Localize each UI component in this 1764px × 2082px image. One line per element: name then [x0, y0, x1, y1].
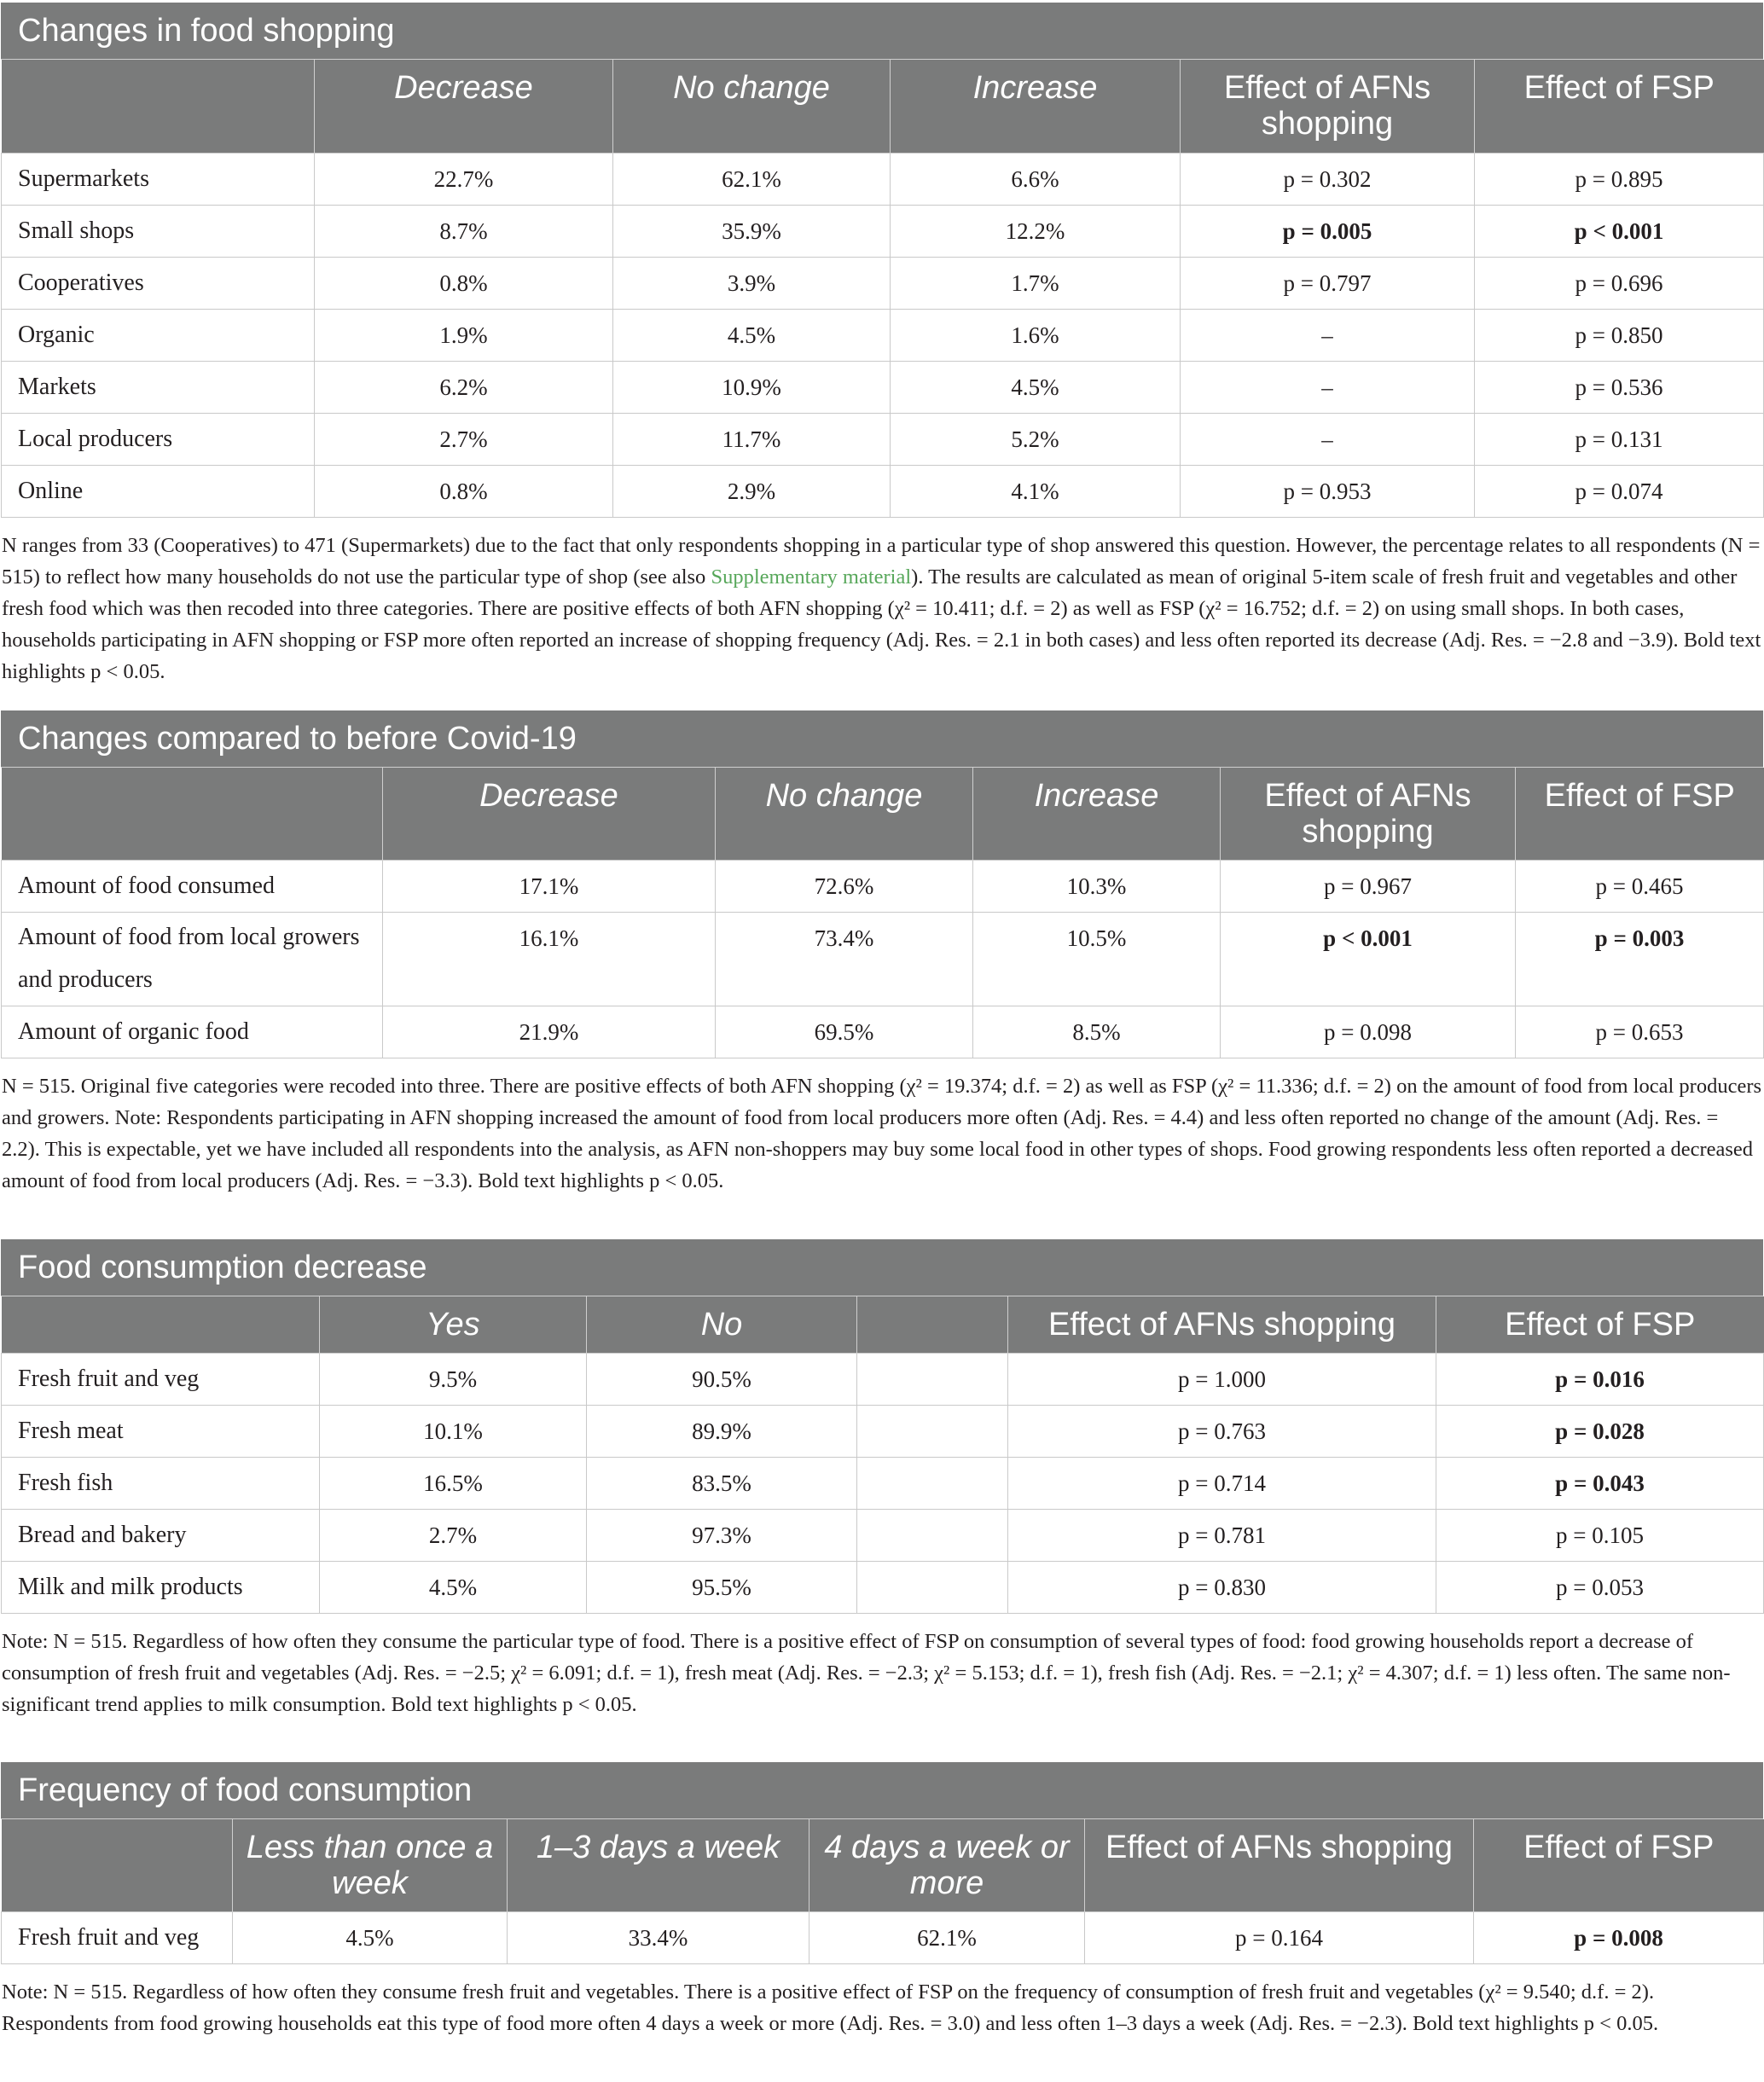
- cell: 22.7%: [315, 153, 613, 205]
- row-label: Fresh fruit and veg: [2, 1353, 320, 1405]
- cell: 4.1%: [891, 465, 1181, 517]
- cell-significant: p = 0.008: [1474, 1912, 1764, 1964]
- header-less-than-once: Less than once a week: [233, 1819, 508, 1912]
- cell: 12.2%: [891, 205, 1181, 257]
- row-label: Fresh meat: [2, 1405, 320, 1457]
- header-no-change: No change: [716, 768, 973, 861]
- header-effect-afns: Effect of AFNs shopping: [1085, 1819, 1474, 1912]
- cell: [857, 1353, 1008, 1405]
- cell: p = 0.850: [1475, 309, 1764, 361]
- row-label: Local producers: [2, 413, 315, 465]
- cell: p = 0.953: [1181, 465, 1475, 517]
- cell: 16.1%: [383, 913, 716, 1006]
- cell: 2.7%: [315, 413, 613, 465]
- note-text: N ranges from 33 (Cooperatives) to 471 (Supermarkets) due to the fact that only respondents shopping in a particular type of shop answered this question. However, the percentage relates to all respondents (N = 515) to reflect how many households do not use the particular type of shop (see also: [2, 533, 1761, 589]
- cell: 2.7%: [320, 1509, 587, 1561]
- cell: p = 0.131: [1475, 413, 1764, 465]
- cell: 83.5%: [587, 1457, 857, 1509]
- cell: [857, 1509, 1008, 1561]
- cell: 4.5%: [233, 1912, 508, 1964]
- row-label: Fresh fruit and veg: [2, 1912, 233, 1964]
- cell: 62.1%: [809, 1912, 1085, 1964]
- header-effect-afns: Effect of AFNs shopping: [1008, 1296, 1436, 1353]
- table-row: [2, 1353, 1764, 1405]
- cell: p = 0.164: [1085, 1912, 1474, 1964]
- cell: p = 0.105: [1436, 1509, 1764, 1561]
- cell-significant: p < 0.001: [1221, 913, 1516, 1006]
- table-note: Note: N = 515. Regardless of how often they consume the particular type of food. There is a positive effect of FSP on consumption of several types of food: food growing households report a decrease of consumption of fresh fruit and vegetables (Adj. Res. = −2.5; χ² = 6.091; d.f. = 1), fresh meat (Adj. Res. = −2.3; χ² = 5.153; d.f. = 1), fresh fish (Adj. Res. = −2.1; χ² = 4.307; d.f. = 1) less often. The same non-significant trend applies to milk consumption. Bold text highlights p < 0.05.: [2, 1629, 1731, 1716]
- cell: 97.3%: [587, 1509, 857, 1561]
- row-label: Amount of food from local growers and producers: [2, 913, 383, 1006]
- row-label: Online: [2, 465, 315, 517]
- table-section-consumption-frequency: [1, 1762, 1763, 2040]
- cell: p = 0.696: [1475, 257, 1764, 309]
- cell: 9.5%: [320, 1353, 587, 1405]
- row-label: Markets: [2, 361, 315, 413]
- row-label: Amount of food consumed: [2, 861, 383, 913]
- table-row: [2, 309, 1764, 361]
- cell-significant: p = 0.028: [1436, 1405, 1764, 1457]
- cell: 11.7%: [613, 413, 891, 465]
- cell: 4.5%: [613, 309, 891, 361]
- cell-significant: p = 0.003: [1516, 913, 1764, 1006]
- cell: 2.9%: [613, 465, 891, 517]
- cell-significant: p = 0.043: [1436, 1457, 1764, 1509]
- cell: 16.5%: [320, 1457, 587, 1509]
- cell: –: [1181, 309, 1475, 361]
- cell: 10.9%: [613, 361, 891, 413]
- cell: 35.9%: [613, 205, 891, 257]
- cell: 0.8%: [315, 465, 613, 517]
- header-effect-fsp: Effect of FSP: [1436, 1296, 1764, 1353]
- row-label: Bread and bakery: [2, 1509, 320, 1561]
- cell: –: [1181, 361, 1475, 413]
- cell: p = 0.895: [1475, 153, 1764, 205]
- header-4-days-or-more: 4 days a week or more: [809, 1819, 1085, 1912]
- cell: p = 0.302: [1181, 153, 1475, 205]
- header-row: [2, 60, 1764, 153]
- cell: 0.8%: [315, 257, 613, 309]
- header-row: [2, 1296, 1764, 1353]
- table-row: [2, 153, 1764, 205]
- cell: 21.9%: [383, 1006, 716, 1058]
- cell: 17.1%: [383, 861, 716, 913]
- cell: 89.9%: [587, 1405, 857, 1457]
- cell-significant: p < 0.001: [1475, 205, 1764, 257]
- table-row: [2, 913, 1764, 1006]
- header-row: [2, 1819, 1764, 1912]
- section-title: Food consumption decrease: [1, 1239, 1763, 1296]
- data-table: [1, 1296, 1764, 1614]
- cell: 4.5%: [320, 1561, 587, 1613]
- cell: [857, 1405, 1008, 1457]
- supplementary-material-link[interactable]: Supplementary material: [711, 565, 912, 589]
- row-label: Supermarkets: [2, 153, 315, 205]
- row-label: Small shops: [2, 205, 315, 257]
- data-table: [1, 1819, 1764, 1965]
- header-label: [2, 60, 315, 153]
- note-text: ). The results are calculated as mean of original 5-item scale of fresh fruit and vegetables and other fresh food which was then recoded into three categories. There are positive effects of both AFN shopping (χ² = 10.411; d.f. = 2) as well as FSP (χ² = 16.752; d.f. = 2) on using small shops. In both cases, households participating in AFN shopping or FSP more often reported an increase of shopping frequency (Adj. Res. = 2.1 in both cases) and less often reported its decrease (Adj. Res. = −2.8 and −3.9). Bold text highlights p < 0.05.: [2, 565, 1761, 683]
- cell: [857, 1457, 1008, 1509]
- header-row: [2, 768, 1764, 861]
- header-effect-fsp: Effect of FSP: [1516, 768, 1764, 861]
- cell: 10.1%: [320, 1405, 587, 1457]
- header-decrease: Decrease: [315, 60, 613, 153]
- cell: p = 0.763: [1008, 1405, 1436, 1457]
- table-section-covid-changes: [1, 710, 1763, 1240]
- cell: 69.5%: [716, 1006, 973, 1058]
- cell: p = 0.797: [1181, 257, 1475, 309]
- cell: p = 1.000: [1008, 1353, 1436, 1405]
- table-note: N = 515. Original five categories were recoded into three. There are positive effects of both AFN shopping (χ² = 19.374; d.f. = 2) as well as FSP (χ² = 11.336; d.f. = 2) on the amount of food from local producers and growers. Note: Respondents participating in AFN shopping increased the amount of food from local producers more often (Adj. Res. = 4.4) and less often reported no change of the amount (Adj. Res. = 2.2). This is expectable, yet we have included all respondents into the analysis, as AFN non-shoppers may buy some local food in other types of shops. Food growing respondents less often reported a decreased amount of food from local producers (Adj. Res. = −3.3). Bold text highlights p < 0.05.: [2, 1075, 1762, 1192]
- table-row: [2, 205, 1764, 257]
- table-section-consumption-decrease: [1, 1239, 1763, 1762]
- header-effect-afns: Effect of AFNs shopping: [1181, 60, 1475, 153]
- cell: p = 0.653: [1516, 1006, 1764, 1058]
- header-increase: Increase: [891, 60, 1181, 153]
- row-label: Amount of organic food: [2, 1006, 383, 1058]
- data-table: [1, 768, 1764, 1059]
- section-title: Changes compared to before Covid-19: [1, 710, 1763, 768]
- cell: p = 0.465: [1516, 861, 1764, 913]
- cell: 5.2%: [891, 413, 1181, 465]
- cell: p = 0.098: [1221, 1006, 1516, 1058]
- cell: 1.7%: [891, 257, 1181, 309]
- cell: p = 0.967: [1221, 861, 1516, 913]
- header-no-change: No change: [613, 60, 891, 153]
- cell: –: [1181, 413, 1475, 465]
- cell: 72.6%: [716, 861, 973, 913]
- cell: p = 0.830: [1008, 1561, 1436, 1613]
- cell-significant: p = 0.005: [1181, 205, 1475, 257]
- cell: [857, 1561, 1008, 1613]
- table-row: [2, 413, 1764, 465]
- header-no: No: [587, 1296, 857, 1353]
- header-increase: Increase: [973, 768, 1221, 861]
- cell: 6.6%: [891, 153, 1181, 205]
- cell: 3.9%: [613, 257, 891, 309]
- header-decrease: Decrease: [383, 768, 716, 861]
- header-effect-afns: Effect of AFNs shopping: [1221, 768, 1516, 861]
- cell: 62.1%: [613, 153, 891, 205]
- cell: 33.4%: [508, 1912, 809, 1964]
- cell: p = 0.536: [1475, 361, 1764, 413]
- row-label: Organic: [2, 309, 315, 361]
- cell: p = 0.074: [1475, 465, 1764, 517]
- cell: 6.2%: [315, 361, 613, 413]
- cell: 10.5%: [973, 913, 1221, 1006]
- section-title: Frequency of food consumption: [1, 1762, 1763, 1819]
- cell: 90.5%: [587, 1353, 857, 1405]
- header-label: [2, 768, 383, 861]
- cell: p = 0.053: [1436, 1561, 1764, 1613]
- table-row: [2, 1509, 1764, 1561]
- table-row: [2, 361, 1764, 413]
- cell: 4.5%: [891, 361, 1181, 413]
- header-1-3-days: 1–3 days a week: [508, 1819, 809, 1912]
- header-effect-fsp: Effect of FSP: [1475, 60, 1764, 153]
- table-row: [2, 861, 1764, 913]
- header-effect-fsp: Effect of FSP: [1474, 1819, 1764, 1912]
- table-note: Note: N = 515. Regardless of how often they consume fresh fruit and vegetables. There is a positive effect of FSP on the frequency of consumption of fresh fruit and vegetables (χ² = 9.540; d.f. = 2). Respondents from food growing households eat this type of food more often 4 days a week or more (Adj. Res. = 3.0) and less often 1–3 days a week (Adj. Res. = −2.3). Bold text highlights p < 0.05.: [2, 1981, 1659, 2035]
- table-row: [2, 1912, 1764, 1964]
- cell: 73.4%: [716, 913, 973, 1006]
- cell: 1.9%: [315, 309, 613, 361]
- table-note: [1, 518, 1763, 710]
- table-row: [2, 1457, 1764, 1509]
- cell: p = 0.714: [1008, 1457, 1436, 1509]
- section-title: Changes in food shopping: [1, 3, 1763, 60]
- table-row: [2, 1006, 1764, 1058]
- row-label: Cooperatives: [2, 257, 315, 309]
- header-yes: Yes: [320, 1296, 587, 1353]
- table-row: [2, 1405, 1764, 1457]
- cell: 1.6%: [891, 309, 1181, 361]
- row-label: Fresh fish: [2, 1457, 320, 1509]
- header-label: [2, 1296, 320, 1353]
- cell: 8.5%: [973, 1006, 1221, 1058]
- cell: p = 0.781: [1008, 1509, 1436, 1561]
- table-row: [2, 465, 1764, 517]
- table-row: [2, 1561, 1764, 1613]
- data-table: [1, 60, 1764, 518]
- cell: 95.5%: [587, 1561, 857, 1613]
- cell-significant: p = 0.016: [1436, 1353, 1764, 1405]
- cell: 10.3%: [973, 861, 1221, 913]
- table-section-food-shopping: [1, 3, 1763, 710]
- row-label: Milk and milk products: [2, 1561, 320, 1613]
- table-row: [2, 257, 1764, 309]
- header-empty: [857, 1296, 1008, 1353]
- cell: 8.7%: [315, 205, 613, 257]
- header-label: [2, 1819, 233, 1912]
